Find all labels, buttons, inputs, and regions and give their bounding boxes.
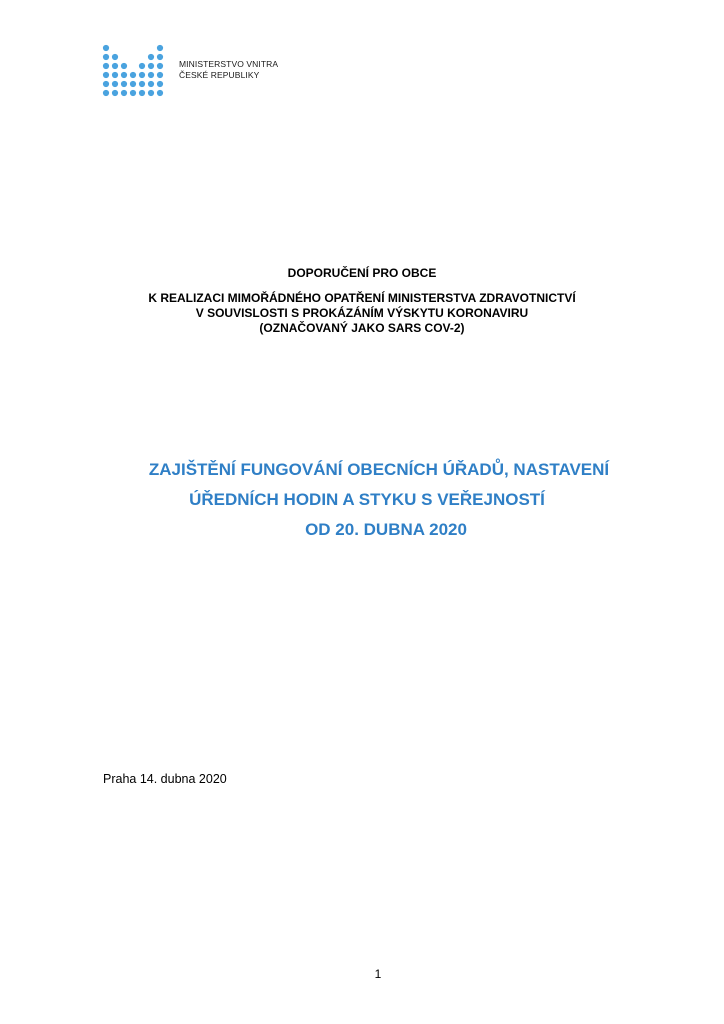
title-line-1: ZAJIŠTĚNÍ FUNGOVÁNÍ OBECNÍCH ÚŘADŮ, NASTAVENÍ bbox=[148, 460, 610, 479]
ministry-logo-icon bbox=[101, 41, 167, 97]
subtitle-line-4: (OZNAČOVANÝ JAKO SARS COV-2) bbox=[259, 321, 465, 335]
logo-text bbox=[179, 59, 278, 81]
title-line-2: ÚŘEDNÍCH HODIN A STYKU S VEŘEJNOSTÍ bbox=[189, 490, 545, 509]
logo-text-line-1: MINISTERSTVO VNITRA bbox=[179, 59, 279, 69]
logo-text-line-2: ČESKÉ REPUBLIKY bbox=[179, 70, 260, 80]
ministry-logo bbox=[101, 41, 301, 97]
place-date: Praha 14. dubna 2020 bbox=[103, 772, 227, 786]
document-subtitle bbox=[0, 266, 724, 336]
subtitle-line-3: V SOUVISLOSTI S PROKÁZÁNÍM VÝSKYTU KORONAVIRU bbox=[195, 306, 529, 320]
subtitle-line-2: K REALIZACI MIMOŘÁDNÉHO OPATŘENÍ MINISTERSTVA ZDRAVOTNICTVÍ bbox=[148, 291, 576, 305]
page-number: 1 bbox=[374, 967, 382, 981]
title-line-3: OD 20. DUBNA 2020 bbox=[305, 520, 467, 539]
document-title bbox=[0, 455, 724, 545]
subtitle-line-1: DOPORUČENÍ PRO OBCE bbox=[287, 266, 437, 280]
